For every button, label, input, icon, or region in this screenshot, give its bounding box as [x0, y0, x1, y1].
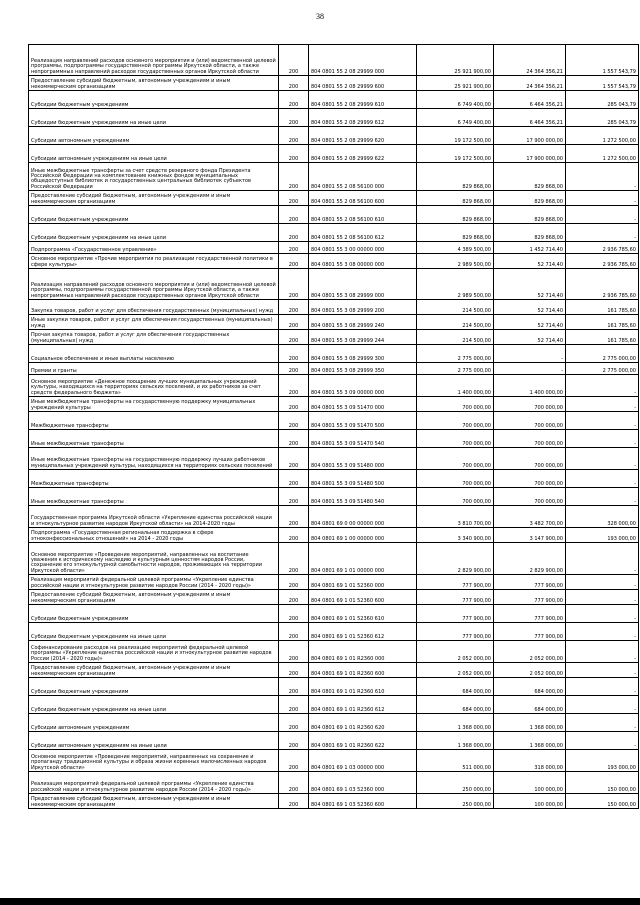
table-row	[29, 506, 639, 528]
row-amount-planned: 3 810 700,00	[417, 506, 494, 528]
row-amount-remaining: -	[566, 678, 639, 696]
row-amount-planned: 1 400 000,00	[417, 375, 494, 397]
row-amount-executed: 52 714,40	[494, 269, 566, 300]
row-name: Межбюджетные трансферты	[29, 412, 279, 430]
row-amount-planned: 700 000,00	[417, 397, 494, 412]
row-name: Основное мероприятие «Денежное поощрение лучших муниципальных учреждений культуры, находящихся на территориях сельских поселений, и их работников за счет средств федерального бюджета»	[29, 375, 279, 397]
row-amount-executed: 829 868,00	[494, 206, 566, 224]
row-amount-planned: 3 340 900,00	[417, 528, 494, 543]
row-amount-executed: 17 900 000,00	[494, 145, 566, 163]
table-row	[29, 623, 639, 641]
table-row	[29, 363, 639, 375]
row-budget-code: 804 0801 69 1 01 R2360 612	[309, 696, 417, 714]
row-name: Подпрограмма «Государственное управление»	[29, 242, 279, 254]
row-amount-planned: 214 500,00	[417, 330, 494, 345]
row-amount-planned: 777 900,00	[417, 605, 494, 623]
row-budget-code: 804 0801 69 1 03 52360 600	[309, 794, 417, 809]
row-admin-code: 200	[279, 363, 309, 375]
row-admin-code: 200	[279, 772, 309, 794]
table-row	[29, 575, 639, 590]
row-admin-code: 200	[279, 448, 309, 470]
page-number: 38	[316, 12, 324, 21]
row-budget-code: 804 0801 55 2 08 29999 600	[309, 76, 417, 91]
table-row	[29, 470, 639, 488]
row-amount-remaining: -	[566, 641, 639, 663]
row-amount-planned: 214 500,00	[417, 315, 494, 330]
table-row	[29, 206, 639, 224]
row-amount-executed: 777 900,00	[494, 590, 566, 605]
row-amount-executed: 3 482 700,00	[494, 506, 566, 528]
row-amount-planned: 6 749 400,00	[417, 109, 494, 127]
row-name: Закупка товаров, работ и услуг для обеспечения государственных (муниципальных) нужд	[29, 300, 279, 315]
row-name: Основное мероприятие «Проведение мероприятий, направленных на воспитание уважения к историческому наследию и культурным ценностям народов России, сохранение его этнокультурной самобытности народов, проживающих на территории Иркутской области»	[29, 543, 279, 575]
row-budget-code: 804 0801 55 3 08 29999 300	[309, 345, 417, 363]
row-name: Софинансирование расходов на реализацию мероприятий федеральной целевой программы «Укрепление единства российской нации и этнокультурное развитие народов России (2014 - 2020 годы)»	[29, 641, 279, 663]
row-budget-code: 804 0801 55 3 08 29999 200	[309, 300, 417, 315]
row-amount-executed: 52 714,40	[494, 315, 566, 330]
row-budget-code: 804 0801 55 3 08 29999 000	[309, 269, 417, 300]
table-row	[29, 732, 639, 750]
row-budget-code: 804 0801 69 1 01 52360 612	[309, 623, 417, 641]
row-admin-code: 200	[279, 206, 309, 224]
row-amount-executed: 24 364 356,21	[494, 45, 566, 76]
table-row	[29, 224, 639, 242]
row-name: Основное мероприятие «Прочие мероприятия по реализации государственной политики в сфере культуры»	[29, 254, 279, 269]
row-amount-remaining: 2 936 785,60	[566, 254, 639, 269]
row-amount-planned: 700 000,00	[417, 448, 494, 470]
row-amount-remaining: -	[566, 430, 639, 448]
row-amount-planned: 2 775 000,00	[417, 345, 494, 363]
row-admin-code: 200	[279, 663, 309, 678]
row-budget-code: 804 0801 55 3 09 51480 500	[309, 470, 417, 488]
row-name: Субсидии бюджетным учреждениям	[29, 678, 279, 696]
row-amount-executed: 684 000,00	[494, 696, 566, 714]
row-name: Субсидии бюджетным учреждениям	[29, 605, 279, 623]
row-name: Подпрограмма «Государственная региональная поддержка в сфере этноконфессиональных отношений» на 2014 - 2020 годы	[29, 528, 279, 543]
row-amount-executed: 100 000,00	[494, 772, 566, 794]
row-name: Иные межбюджетные трансферты на государственную поддержку муниципальных учреждений культуры	[29, 397, 279, 412]
row-amount-executed: 684 000,00	[494, 678, 566, 696]
row-amount-planned: 684 000,00	[417, 696, 494, 714]
row-amount-planned: 214 500,00	[417, 300, 494, 315]
row-admin-code: 200	[279, 191, 309, 206]
row-budget-code: 804 0801 69 1 01 R2360 000	[309, 641, 417, 663]
row-admin-code: 200	[279, 76, 309, 91]
row-amount-planned: 700 000,00	[417, 488, 494, 506]
row-amount-remaining: -	[566, 448, 639, 470]
row-budget-code: 804 0801 69 1 00 00000 000	[309, 528, 417, 543]
table-row	[29, 45, 639, 76]
row-admin-code: 200	[279, 145, 309, 163]
row-name: Субсидии автономным учреждениям	[29, 127, 279, 145]
row-admin-code: 200	[279, 623, 309, 641]
row-amount-executed: 700 000,00	[494, 430, 566, 448]
row-name: Иные закупки товаров, работ и услуг для обеспечения государственных (муниципальных) нужд	[29, 315, 279, 330]
row-admin-code: 200	[279, 45, 309, 76]
row-budget-code: 804 0801 55 3 09 51470 000	[309, 397, 417, 412]
table-row	[29, 543, 639, 575]
row-amount-remaining: -	[566, 575, 639, 590]
row-amount-planned: 684 000,00	[417, 678, 494, 696]
row-admin-code: 200	[279, 732, 309, 750]
row-admin-code: 200	[279, 397, 309, 412]
table-row	[29, 488, 639, 506]
row-budget-code: 804 0801 55 2 08 29999 620	[309, 127, 417, 145]
row-amount-executed: 777 900,00	[494, 605, 566, 623]
row-name: Реализация мероприятий федеральной целевой программы «Укрепление единства российской нации и этнокультурное развитие народов России (2014 - 2020 годы)»	[29, 575, 279, 590]
row-name: Субсидии автономным учреждениям	[29, 714, 279, 732]
row-amount-remaining: 161 785,60	[566, 330, 639, 345]
row-admin-code: 200	[279, 641, 309, 663]
table-row	[29, 375, 639, 397]
row-amount-planned: 829 868,00	[417, 206, 494, 224]
table-row	[29, 714, 639, 732]
row-budget-code: 804 0801 55 2 08 29999 622	[309, 145, 417, 163]
row-budget-code: 804 0801 55 3 09 00000 000	[309, 375, 417, 397]
row-admin-code: 200	[279, 528, 309, 543]
row-name: Реализация направлений расходов основного мероприятия и (или) ведомственной целевой программы, подпрограммы государственной программы Иркутской области, а также непрограммных направлений расходов государственных органов Иркутской области	[29, 45, 279, 76]
row-amount-executed: 6 464 356,21	[494, 91, 566, 109]
row-admin-code: 200	[279, 269, 309, 300]
table-row	[29, 300, 639, 315]
row-budget-code: 804 0801 69 1 01 R2360 622	[309, 732, 417, 750]
row-amount-executed: 318 000,00	[494, 750, 566, 772]
row-admin-code: 200	[279, 375, 309, 397]
row-admin-code: 200	[279, 605, 309, 623]
row-amount-remaining: -	[566, 696, 639, 714]
row-budget-code: 804 0801 55 2 08 56100 610	[309, 206, 417, 224]
row-amount-remaining: -	[566, 206, 639, 224]
row-amount-planned: 511 000,00	[417, 750, 494, 772]
row-amount-planned: 4 389 500,00	[417, 242, 494, 254]
row-amount-executed: 777 900,00	[494, 623, 566, 641]
row-amount-planned: 777 900,00	[417, 575, 494, 590]
row-amount-executed: 1 452 714,40	[494, 242, 566, 254]
row-name: Предоставление субсидий бюджетным, автономным учреждениям и иным некоммерческим организациям	[29, 76, 279, 91]
table-row	[29, 696, 639, 714]
row-amount-remaining: 2 775 000,00	[566, 363, 639, 375]
row-amount-remaining: -	[566, 191, 639, 206]
row-amount-planned: 2 775 000,00	[417, 363, 494, 375]
row-amount-remaining: -	[566, 605, 639, 623]
row-amount-remaining: -	[566, 163, 639, 191]
scan-bottom-edge	[0, 898, 640, 905]
row-amount-remaining: 2 936 785,60	[566, 242, 639, 254]
row-budget-code: 804 0801 69 1 01 00000 000	[309, 543, 417, 575]
row-budget-code: 804 0801 69 1 03 52360 000	[309, 772, 417, 794]
row-amount-planned: 777 900,00	[417, 590, 494, 605]
row-amount-executed: 24 364 356,21	[494, 76, 566, 91]
row-admin-code: 200	[279, 345, 309, 363]
row-name: Субсидии бюджетным учреждениям	[29, 91, 279, 109]
row-amount-executed: 2 052 000,00	[494, 641, 566, 663]
row-admin-code: 200	[279, 315, 309, 330]
row-admin-code: 200	[279, 543, 309, 575]
row-budget-code: 804 0801 69 1 01 R2360 610	[309, 678, 417, 696]
row-admin-code: 200	[279, 127, 309, 145]
row-admin-code: 200	[279, 470, 309, 488]
row-amount-planned: 2 989 500,00	[417, 254, 494, 269]
row-admin-code: 200	[279, 430, 309, 448]
row-admin-code: 200	[279, 300, 309, 315]
row-amount-executed: 829 868,00	[494, 163, 566, 191]
row-amount-planned: 25 921 900,00	[417, 45, 494, 76]
row-name: Субсидии бюджетным учреждениям	[29, 206, 279, 224]
row-name: Социальное обеспечение и иные выплаты населению	[29, 345, 279, 363]
row-amount-executed: 700 000,00	[494, 397, 566, 412]
row-budget-code: 804 0801 55 2 08 29999 000	[309, 45, 417, 76]
row-budget-code: 804 0801 55 3 08 29999 350	[309, 363, 417, 375]
row-amount-executed: 700 000,00	[494, 488, 566, 506]
row-name: Субсидии автономным учреждениям на иные цели	[29, 732, 279, 750]
row-amount-executed: 829 868,00	[494, 191, 566, 206]
row-admin-code: 200	[279, 330, 309, 345]
row-admin-code: 200	[279, 224, 309, 242]
row-budget-code: 804 0801 69 1 01 R2360 620	[309, 714, 417, 732]
row-amount-planned: 829 868,00	[417, 163, 494, 191]
row-amount-remaining: -	[566, 663, 639, 678]
row-name: Иные межбюджетные трансферты	[29, 488, 279, 506]
row-amount-executed: 700 000,00	[494, 470, 566, 488]
row-amount-remaining: 150 000,00	[566, 772, 639, 794]
row-amount-remaining: -	[566, 714, 639, 732]
table-row	[29, 750, 639, 772]
row-admin-code: 200	[279, 488, 309, 506]
row-amount-planned: 829 868,00	[417, 191, 494, 206]
row-name: Субсидии бюджетным учреждениям на иные цели	[29, 109, 279, 127]
row-amount-remaining: 285 043,79	[566, 91, 639, 109]
row-name: Субсидии автономным учреждениям на иные цели	[29, 145, 279, 163]
row-name: Премии и гранты	[29, 363, 279, 375]
row-amount-planned: 25 921 900,00	[417, 76, 494, 91]
row-budget-code: 804 0801 55 3 00 00000 000	[309, 242, 417, 254]
row-amount-remaining: 161 785,60	[566, 315, 639, 330]
row-budget-code: 804 0801 55 2 08 56100 600	[309, 191, 417, 206]
table-row	[29, 528, 639, 543]
budget-table	[28, 44, 639, 809]
row-amount-remaining: -	[566, 488, 639, 506]
table-row	[29, 76, 639, 91]
row-amount-planned: 2 052 000,00	[417, 641, 494, 663]
row-amount-planned: 829 868,00	[417, 224, 494, 242]
table-row	[29, 163, 639, 191]
row-amount-remaining: 1 272 500,00	[566, 145, 639, 163]
row-budget-code: 804 0801 69 1 03 00000 000	[309, 750, 417, 772]
row-amount-executed: 777 900,00	[494, 575, 566, 590]
row-budget-code: 804 0801 55 3 09 51480 000	[309, 448, 417, 470]
row-amount-planned: 700 000,00	[417, 470, 494, 488]
row-amount-planned: 1 368 000,00	[417, 714, 494, 732]
table-row	[29, 412, 639, 430]
row-admin-code: 200	[279, 91, 309, 109]
table-row	[29, 397, 639, 412]
row-admin-code: 200	[279, 242, 309, 254]
row-name: Предоставление субсидий бюджетным, автономным учреждениям и иным некоммерческим организациям	[29, 191, 279, 206]
row-amount-planned: 700 000,00	[417, 412, 494, 430]
row-amount-remaining: 193 000,00	[566, 750, 639, 772]
row-amount-remaining: 2 936 785,60	[566, 269, 639, 300]
row-amount-planned: 700 000,00	[417, 430, 494, 448]
row-amount-executed: 700 000,00	[494, 412, 566, 430]
row-amount-remaining: 1 272 500,00	[566, 127, 639, 145]
row-admin-code: 200	[279, 254, 309, 269]
row-amount-remaining: -	[566, 375, 639, 397]
row-amount-executed: 52 714,40	[494, 254, 566, 269]
row-admin-code: 200	[279, 678, 309, 696]
row-budget-code: 804 0801 55 3 09 51470 500	[309, 412, 417, 430]
row-amount-executed: 6 464 356,21	[494, 109, 566, 127]
table-row	[29, 191, 639, 206]
row-amount-planned: 250 000,00	[417, 794, 494, 809]
row-amount-executed: 829 868,00	[494, 224, 566, 242]
table-row	[29, 678, 639, 696]
table-row	[29, 430, 639, 448]
row-name: Предоставление субсидий бюджетным, автономным учреждениям и иным некоммерческим организациям	[29, 663, 279, 678]
row-budget-code: 804 0801 55 2 08 56100 000	[309, 163, 417, 191]
row-amount-remaining: -	[566, 470, 639, 488]
row-admin-code: 200	[279, 750, 309, 772]
row-amount-planned: 19 172 500,00	[417, 145, 494, 163]
row-budget-code: 804 0801 55 3 08 00000 000	[309, 254, 417, 269]
row-amount-remaining: -	[566, 590, 639, 605]
row-amount-remaining: 2 775 000,00	[566, 345, 639, 363]
row-name: Реализация мероприятий федеральной целевой программы «Укрепление единства российской нации и этнокультурное развитие народов России (2014 - 2020 годы)»	[29, 772, 279, 794]
row-budget-code: 804 0801 55 3 08 29999 240	[309, 315, 417, 330]
table-row	[29, 605, 639, 623]
row-amount-remaining: -	[566, 623, 639, 641]
row-admin-code: 200	[279, 590, 309, 605]
row-name: Основное мероприятие «Проведение мероприятий, направленных на сохранение и пропаганду традиционной культуры и образа жизни коренных малочисленных народов Иркутской области»	[29, 750, 279, 772]
table-row	[29, 448, 639, 470]
row-amount-remaining: -	[566, 732, 639, 750]
row-budget-code: 804 0801 55 3 08 29999 244	[309, 330, 417, 345]
row-amount-planned: 250 000,00	[417, 772, 494, 794]
row-amount-executed: 1 400 000,00	[494, 375, 566, 397]
row-amount-planned: 777 900,00	[417, 623, 494, 641]
row-budget-code: 804 0801 55 2 08 29999 610	[309, 91, 417, 109]
row-amount-remaining: 1 557 543,79	[566, 45, 639, 76]
row-amount-planned: 1 368 000,00	[417, 732, 494, 750]
table-row	[29, 315, 639, 330]
row-admin-code: 200	[279, 412, 309, 430]
row-amount-executed: 2 829 900,00	[494, 543, 566, 575]
row-amount-remaining: 1 557 543,79	[566, 76, 639, 91]
row-budget-code: 804 0801 69 1 01 52360 600	[309, 590, 417, 605]
row-amount-planned: 2 989 500,00	[417, 269, 494, 300]
row-budget-code: 804 0801 55 3 09 51470 540	[309, 430, 417, 448]
row-name: Реализация направлений расходов основного мероприятия и (или) ведомственной целевой программы, подпрограммы государственной программы Иркутской области, а также непрограммных направлений расходов государственных органов Иркутской области	[29, 269, 279, 300]
row-amount-remaining: -	[566, 397, 639, 412]
table-row	[29, 109, 639, 127]
row-budget-code: 804 0801 69 1 01 52360 610	[309, 605, 417, 623]
row-name: Иные межбюджетные трансферты за счет средств резервного фонда Президента Российской Федерации на комплектование книжных фондов муниципальных общедоступных библиотек и государственных центральных библиотек субъектов Российской Федерации	[29, 163, 279, 191]
row-admin-code: 200	[279, 506, 309, 528]
row-amount-executed: 1 368 000,00	[494, 714, 566, 732]
table-row	[29, 127, 639, 145]
row-amount-executed: -	[494, 363, 566, 375]
row-budget-code: 804 0801 55 3 09 51480 540	[309, 488, 417, 506]
row-amount-executed: 52 714,40	[494, 300, 566, 315]
row-budget-code: 804 0801 69 0 00 00000 000	[309, 506, 417, 528]
table-row	[29, 330, 639, 345]
table-row	[29, 242, 639, 254]
row-name: Иные межбюджетные трансферты на государственную поддержку лучших работников муниципальных учреждений культуры, находящихся на территориях сельских поселений	[29, 448, 279, 470]
row-admin-code: 200	[279, 696, 309, 714]
row-amount-executed: 52 714,40	[494, 330, 566, 345]
row-amount-remaining: 328 000,00	[566, 506, 639, 528]
row-amount-executed: 3 147 900,00	[494, 528, 566, 543]
row-amount-remaining: -	[566, 224, 639, 242]
row-admin-code: 200	[279, 575, 309, 590]
row-budget-code: 804 0801 55 2 08 29999 612	[309, 109, 417, 127]
row-amount-planned: 19 172 500,00	[417, 127, 494, 145]
table-row	[29, 641, 639, 663]
row-amount-executed: -	[494, 345, 566, 363]
row-amount-remaining: -	[566, 543, 639, 575]
row-amount-planned: 2 829 900,00	[417, 543, 494, 575]
table-row	[29, 254, 639, 269]
row-admin-code: 200	[279, 714, 309, 732]
table-row	[29, 663, 639, 678]
row-name: Межбюджетные трансферты	[29, 470, 279, 488]
row-amount-executed: 700 000,00	[494, 448, 566, 470]
row-name: Предоставление субсидий бюджетным, автономным учреждениям и иным некоммерческим организациям	[29, 794, 279, 809]
row-name: Субсидии бюджетным учреждениям на иные цели	[29, 224, 279, 242]
row-amount-executed: 100 000,00	[494, 794, 566, 809]
row-admin-code: 200	[279, 794, 309, 809]
row-name: Прочая закупка товаров, работ и услуг для обеспечения государственных (муниципальных) нужд	[29, 330, 279, 345]
table-row	[29, 590, 639, 605]
row-name: Субсидии бюджетным учреждениям на иные цели	[29, 623, 279, 641]
row-budget-code: 804 0801 69 1 01 R2360 600	[309, 663, 417, 678]
row-budget-code: 804 0801 55 2 08 56100 612	[309, 224, 417, 242]
table-row	[29, 91, 639, 109]
row-admin-code: 200	[279, 109, 309, 127]
table-row	[29, 772, 639, 794]
row-admin-code: 200	[279, 163, 309, 191]
budget-table-body	[29, 45, 639, 809]
row-amount-remaining: -	[566, 412, 639, 430]
row-amount-executed: 2 052 000,00	[494, 663, 566, 678]
row-amount-remaining: 150 000,00	[566, 794, 639, 809]
table-row	[29, 345, 639, 363]
table-row	[29, 794, 639, 809]
row-name: Субсидии бюджетным учреждениям на иные цели	[29, 696, 279, 714]
row-name: Государственная программа Иркутской области «Укрепление единства российской нации и этнокультурное развитие народов Иркутской области» на 2014-2020 годы	[29, 506, 279, 528]
row-amount-planned: 2 052 000,00	[417, 663, 494, 678]
row-amount-remaining: 193 000,00	[566, 528, 639, 543]
row-amount-executed: 1 368 000,00	[494, 732, 566, 750]
row-name: Иные межбюджетные трансферты	[29, 430, 279, 448]
row-amount-planned: 6 749 400,00	[417, 91, 494, 109]
row-name: Предоставление субсидий бюджетным, автономным учреждениям и иным некоммерческим организациям	[29, 590, 279, 605]
row-amount-remaining: 285 043,79	[566, 109, 639, 127]
row-amount-executed: 17 900 000,00	[494, 127, 566, 145]
row-budget-code: 804 0801 69 1 01 52360 000	[309, 575, 417, 590]
table-row	[29, 269, 639, 300]
row-amount-remaining: 161 785,60	[566, 300, 639, 315]
table-row	[29, 145, 639, 163]
